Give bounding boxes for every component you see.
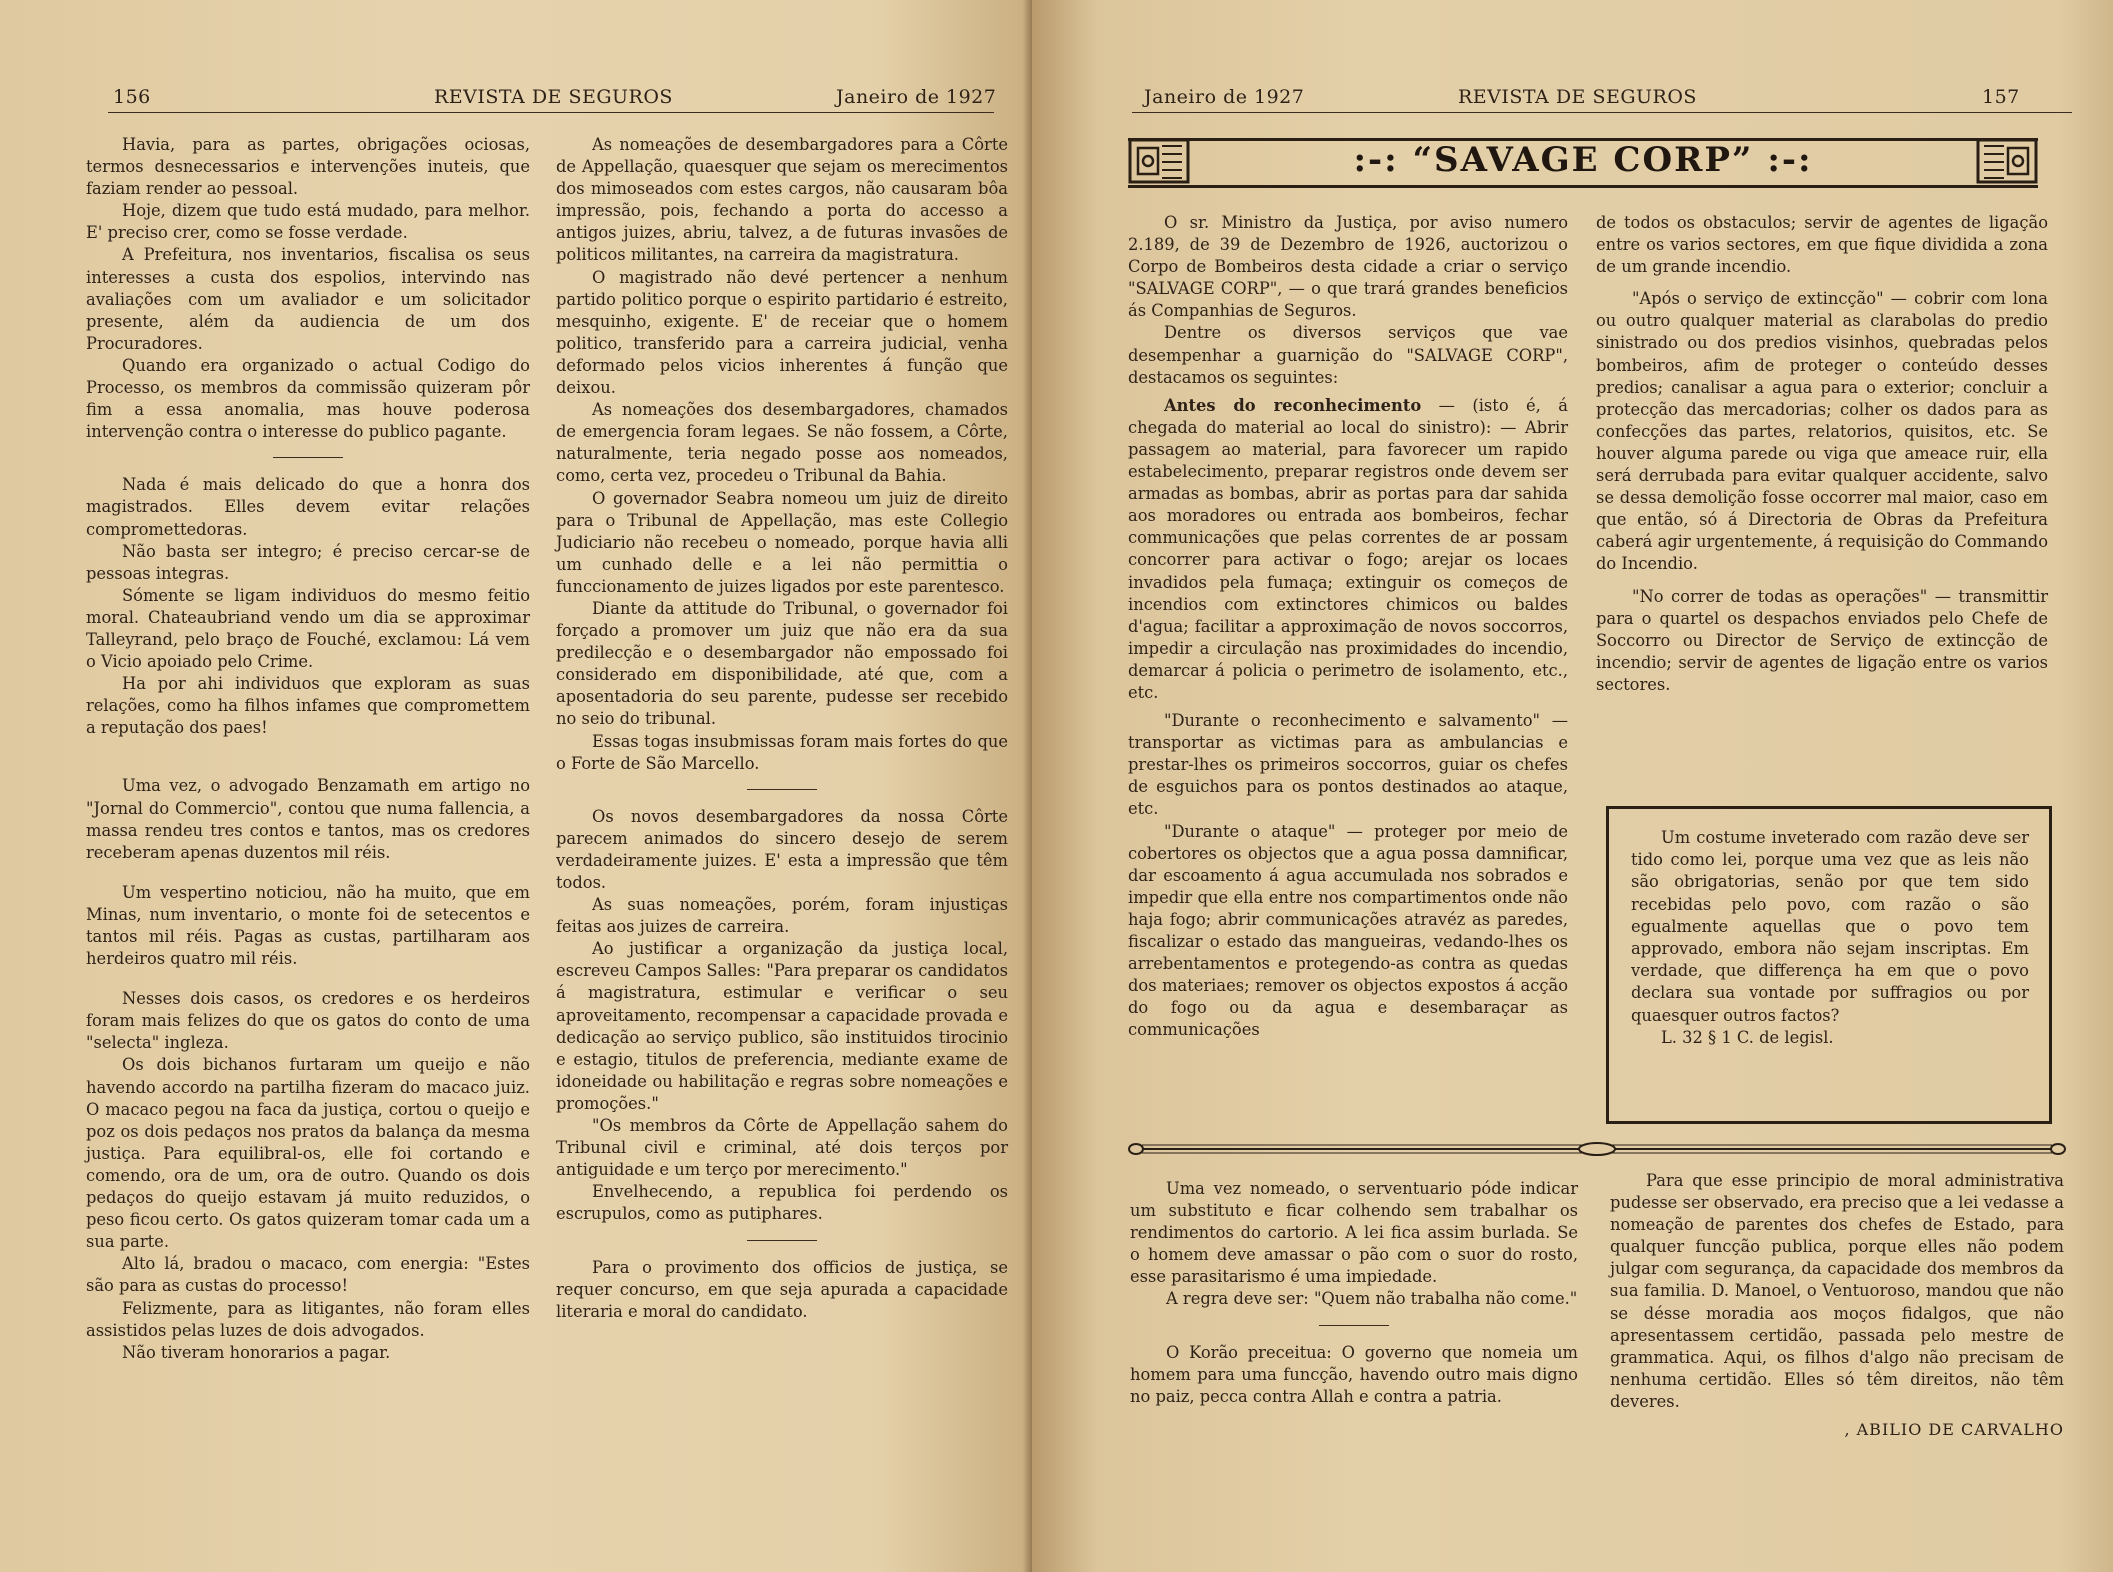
section-separator [747, 1240, 817, 1241]
paragraph: Ao justificar a organização da justiça local, escreveu Campos Salles: "Para preparar os candidatos á magistratura, estimular e verificar o seu aproveitamento, recompensar a capacidade provada e dedicação ao serviço publico, são instituidos tirocinio e estagio, titulos de preferencia, mediante exame de idoneidade ou habilitação e regras sobre nomeações e promoções." [556, 939, 1008, 1113]
paragraph: Quando era organizado o actual Codigo do Processo, os membros da commissão quizeram pôr fim a essa anomalia, mas houve poderosa intervenção contra o interesse do publico pagante. [86, 355, 530, 442]
right-column-1 [1128, 212, 1568, 1041]
left-page [0, 0, 1032, 1572]
paragraph: Hoje, dizem que tudo está mudado, para melhor. E' preciso crer, como se fosse verdade. [86, 201, 530, 243]
paragraph: Dentre os diversos serviços que vae desempenhar a guarnição do "SALVAGE CORP", destacamos os seguintes: [1128, 323, 1568, 387]
paragraph: Não basta ser integro; é preciso cercar-se de pessoas integras. [86, 541, 530, 583]
paragraph: Uma vez nomeado, o serventuario póde indicar um substituto e ficar colhendo sem trabalhar os rendimentos do cartorio. A lei fica assim burlada. Se o homem deve amassar o pão com o suor do rosto, esse parasitarismo é uma impiedade. [1130, 1179, 1578, 1287]
paragraph: "Durante o ataque" — proteger por meio de cobertores os objectos que a agua possa damnificar, dar escoamento á agua accumulada nos sobrados e impedir que ella entre nos compartimentos onde não haja fogo; abrir communicações atravéz as paredes, fiscalizar o estado das mangueiras, vedando-lhes os arrebentamentos e protegendo-as contra as quedas dos materiaes; remover os objectos expostos á acção do fogo ou da agua e desembaraçar as communicações [1128, 821, 1568, 1040]
paragraph: Diante da attitude do Tribunal, o governador foi forçado a promover um juiz que não era da sua predilecção e o desembargador não empossado foi considerado em disponibilidade, até que, com a aposentadoria do seu parente, pudesse ser recebido no seio do tribunal. [556, 598, 1008, 729]
section-separator [747, 789, 817, 790]
paragraph: O magistrado não devé pertencer a nenhum partido politico porque o espirito partidario é estreito, mesquinho, exigente. E' de receiar que o homem politico, transferido para a carreira judicial, venha deformado pelos vicios inherentes á função que deixou. [556, 267, 1008, 398]
quotation-citation: L. 32 § 1 C. de legisl. [1661, 1027, 1834, 1047]
art-deco-ornament-icon [1976, 136, 2038, 186]
paragraph: Uma vez, o advogado Benzamath em artigo no "Jornal do Commercio", contou que numa fallencia, a massa rendeu tres contos e tantos, mas os credores receberam apenas duzentos mil réis. [86, 776, 530, 862]
section-separator [1319, 1325, 1389, 1326]
section-separator [273, 457, 343, 458]
running-title-left: REVISTA DE SEGUROS [434, 86, 673, 108]
paragraph: Para que esse principio de moral administrativa pudesse ser observado, era preciso que a lei vedasse a nomeação de parentes dos chefes de Estado, para qualquer funcção publica, porque elles não podem julgar com segurança, da capacidade dos membros da sua familia. D. Manoel, o Ventuoroso, mandou que não se désse moradia aos moços fidalgos, que não apresentassem certidão, passada pelo mestre de grammatica. Aqui, os filhos d'algo não precisam de nenhuma certidão. Elles só têm direitos, não têm deveres. [1610, 1171, 2064, 1411]
paragraph: Os novos desembargadores da nossa Côrte parecem animados do sincero desejo de serem verdadeiramente juizes. E' esta a impressão que têm todos. [556, 806, 1008, 892]
page-number-right: 157 [1982, 86, 2020, 108]
paragraph: de todos os obstaculos; servir de agentes de ligação entre os varios sectores, em que fique dividida a zona de um grande incendio. [1596, 213, 2048, 277]
paragraph: As nomeações de desembargadores para a Côrte de Appellação, quaesquer que sejam os merecimentos dos mimoseados com estes cargos, não causaram bôa impressão, pois, fechando a porta do accesso a antigos juizes, abriu, talvez, a de futuras invasões de politicos militantes, na carreira da magistratura. [556, 135, 1008, 265]
quotation-box [1606, 806, 2052, 1124]
page-number-left: 156 [113, 86, 151, 108]
paragraph: "Após o serviço de extincção" — cobrir com lona ou outro qualquer material as clarabolas do predio sinistrado ou dos predios visinhos, quebradas pelos bombeiros, afim de proteger o conteúdo desses predios; canalisar a agua para o exterior; concluir a protecção das mercadorias; colher os dados para as confecções das partes, relatorios, quisitos, etc. Se houver alguma parede ou viga que ameace ruir, ella será derrubada para evitar qualquer accidente, salvo se dessa demolição fosse occorrer mal maior, caso em que então, só á Directoria de Obras da Prefeitura caberá agir urgentemente, á requisição do Commando do Incendio. [1596, 289, 2048, 574]
header-date-left: Janeiro de 1927 [836, 86, 997, 108]
paragraph: Para o provimento dos officios de justiça, se requer concurso, em que seja apurada a capacidade literaria e moral do candidato. [556, 1257, 1008, 1321]
ornamental-divider [1128, 1142, 2066, 1156]
paragraph: Essas togas insubmissas foram mais fortes do que o Forte de São Marcello. [556, 731, 1008, 773]
bottom-column-1 [1130, 1178, 1578, 1408]
paragraph: O sr. Ministro da Justiça, por aviso numero 2.189, de 39 de Dezembro de 1926, auctorizou o Corpo de Bombeiros desta cidade a criar o serviço "SALVAGE CORP", — o que trará grandes beneficios ás Companhias de Seguros. [1128, 213, 1568, 321]
paragraph: "Durante o reconhecimento e salvamento" — transportar as victimas para as ambulancias e prestar-lhes os primeiros soccorros, guiar os chefes de esguichos para os pontos destinados ao ataque, etc. [1128, 711, 1568, 819]
paragraph: As suas nomeações, porém, foram injustiças feitas aos juizes de carreira. [556, 895, 1008, 937]
quotation-text: Um costume inveterado com razão deve ser tido como lei, porque uma vez que as leis não são obrigatorias, senão por que tem sido recebidas pelo povo, com razão o são egualmente aquellas que o povo tem approvado, embora não sejam inscriptas. Em verdade, que differença ha em que o povo declara sua vontade por suffragios ou por quaesquer outros factos? [1631, 828, 2029, 1025]
paragraph: Envelhecendo, a republica foi perdendo os escrupulos, como as putiphares. [556, 1182, 1008, 1224]
article-title: :-: “SAVAGE CORP” :-: [1353, 140, 1813, 180]
paragraph: As nomeações dos desembargadores, chamados de emergencia foram legaes. Se não fossem, a Côrte, naturalmente, teria negado posse aos nomeados, como, certa vez, procedeu o Tribunal da Bahia. [556, 400, 1008, 486]
paragraph: Felizmente, para as litigantes, não foram elles assistidos pelas luzes de dois advogados. [86, 1298, 530, 1340]
paragraph [1128, 395, 1568, 704]
paragraph: A Prefeitura, nos inventarios, fiscalisa os seus interesses a custa dos espolios, intervindo nas avaliações com um avaliador e um solicitador presente, além da audiencia de um dos Procuradores. [86, 245, 530, 353]
paragraph: Nesses dois casos, os credores e os herdeiros foram mais felizes do que os gatos do conto de uma "selecta" ingleza. [86, 989, 530, 1053]
header-rule-left [108, 112, 994, 113]
running-title-right: REVISTA DE SEGUROS [1458, 86, 1697, 108]
paragraph: Nada é mais delicado do que a honra dos magistrados. Elles devem evitar relações compromettedoras. [86, 475, 530, 539]
paragraph-text: — (isto é, á chegada do material ao local do sinistro): — Abrir passagem ao material, para favorecer um rapido estabelecimento, preparar registros onde devem ser armadas as bombas, abrir as portas para dar sahida aos moradores ou entrada aos bombeiros, fechar communicações que pelas correntes de ar possam concorrer para activar o fogo; arejar os locaes invadidos pela fumaça; extinguir os começos de incendios com extinctores chimicos ou baldes d'agua; facilitar a approximação de novos soccorros, impedir a circulação nas proximidades do incendio, demarcar á policia o perimetro de isolamento, etc., etc. [1128, 395, 1568, 702]
paragraph: A regra deve ser: "Quem não trabalha não come." [1166, 1289, 1578, 1309]
right-column-2 [1596, 212, 2048, 696]
paragraph: "No correr de todas as operações" — transmittir para o quartel os despachos enviados pelo Chefe de Soccorro ou Director de Serviço de extincção de incendio; servir de agentes de ligação entre os varios sectores. [1596, 586, 2048, 694]
bold-lead: Antes do reconhecimento [1164, 395, 1422, 415]
paragraph: Sómente se ligam individuos do mesmo feitio moral. Chateaubriand vendo um dia se approximar Talleyrand, pelo braço de Fouché, exclamou: Lá vem o Vicio apoiado pelo Crime. [86, 585, 530, 672]
header-rule-right [1132, 112, 2072, 113]
article-banner [1128, 132, 2038, 190]
paragraph: O governador Seabra nomeou um juiz de direito para o Tribunal de Appellação, mas este Collegio Judiciario não recebeu o nomeado, porque havia alli um cunhado delle e a lei não permittia o funccionamento de juizes ligados por este parentesco. [556, 488, 1008, 596]
header-date-right: Janeiro de 1927 [1144, 86, 1305, 108]
paragraph: O Korão preceitua: O governo que nomeia um homem para uma funcção, havendo outro mais digno no paiz, pecca contra Allah e contra a patria. [1130, 1342, 1578, 1406]
author-name: ABILIO DE CARVALHO [1856, 1420, 2064, 1440]
paragraph: Alto lá, bradou o macaco, com energia: "Estes são para as custas do processo! [86, 1254, 530, 1296]
paragraph: Um vespertino noticiou, não ha muito, que em Minas, num inventario, o monte foi de setecentos e tantos mil réis. Pagas as custas, partilharam aos herdeiros quatro mil réis. [86, 882, 530, 969]
paragraph: Havia, para as partes, obrigações ociosas, termos desnecessarios e intervenções inuteis, que faziam render ao pessoal. [86, 135, 530, 199]
author-signature: , ABILIO DE CARVALHO [1844, 1420, 2064, 1440]
left-column-1 [86, 134, 530, 1364]
paragraph: Não tiveram honorarios a pagar. [122, 1342, 391, 1362]
left-column-2 [556, 134, 1008, 1323]
paragraph: Os dois bichanos furtaram um queijo e não havendo accordo na partilha fizeram do macaco juiz. O macaco pegou na faca da justiça, cortou o queijo e poz os dois pedaços nos pratos da balança da mesma justiça. Para equilibral-os, elle foi cortando e comendo, ora de um, ora de outro. Quando os dois pedaços do queijo estavam já muito reduzidos, o peso ficou certo. Os gatos quizeram tomar cada um a sua parte. [86, 1055, 530, 1252]
bottom-column-2 [1610, 1170, 2064, 1441]
paragraph: Ha por ahi individuos que exploram as suas relações, como ha filhos infames que compromettem a reputação dos paes! [86, 674, 530, 738]
paragraph: "Os membros da Côrte de Appellação sahem do Tribunal civil e criminal, até dois terços por antiguidade e um terço por merecimento." [556, 1116, 1008, 1180]
